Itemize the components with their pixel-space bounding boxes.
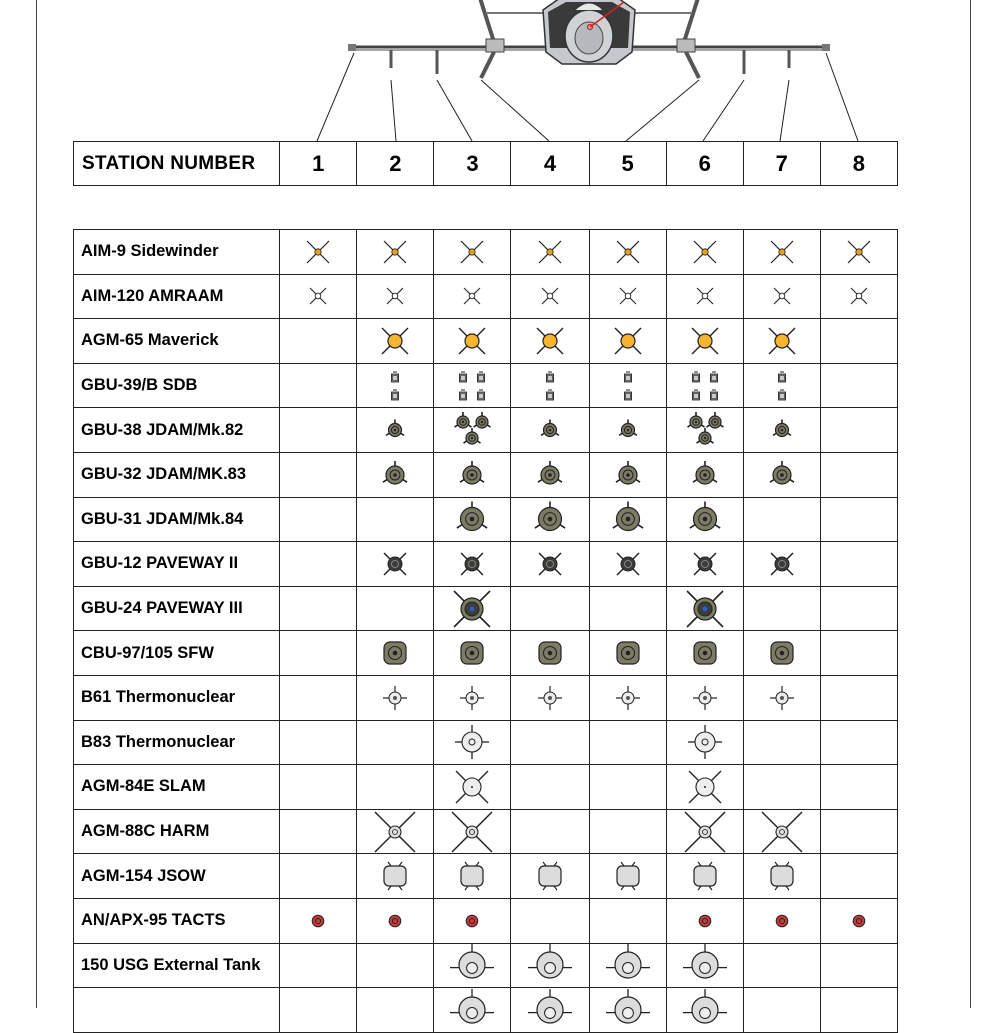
tacts-pod-icon: [357, 900, 433, 942]
fuel-tank-icon: [667, 989, 743, 1031]
gbu31-icon: [434, 498, 510, 540]
station-cell-7: [743, 988, 820, 1033]
station-cell-2: [357, 854, 434, 899]
gbu39-icon: [511, 365, 588, 407]
station-cell-4: [511, 363, 589, 408]
station-cell-2: [357, 988, 434, 1033]
station-cell-4: [511, 943, 589, 988]
weapon-row: [74, 943, 898, 988]
station-cell-3: [434, 854, 511, 899]
cbu97-icon: [511, 632, 588, 674]
agm88-icon: [744, 811, 820, 853]
station-1: 1: [280, 142, 357, 186]
station-cell-3: [434, 363, 511, 408]
cbu97-icon: [434, 632, 510, 674]
station-cell-3: [434, 988, 511, 1033]
station-cell-3: [434, 675, 511, 720]
station-cell-1: [280, 452, 357, 497]
aim120-icon: [280, 275, 356, 317]
station-cell-8: [820, 765, 897, 810]
gbu12-icon: [434, 543, 510, 585]
aim120-icon: [821, 275, 897, 317]
station-cell-6: [666, 720, 743, 765]
b83-icon: [667, 721, 743, 763]
aim9-icon: [511, 231, 588, 273]
station-cell-6: [666, 854, 743, 899]
station-6: 6: [666, 142, 743, 186]
b61-icon: [357, 677, 433, 719]
station-cell-8: [820, 809, 897, 854]
aim9-icon: [434, 231, 510, 273]
station-cell-3: [434, 720, 511, 765]
station-cell-1: [280, 809, 357, 854]
station-cell-4: [511, 675, 589, 720]
station-cell-2: [357, 631, 434, 676]
station-cell-5: [589, 274, 666, 319]
station-cell-6: [666, 943, 743, 988]
gbu12-icon: [511, 543, 588, 585]
station-cell-7: [743, 542, 820, 587]
station-cell-1: [280, 497, 357, 542]
fuel-tank-icon: [511, 944, 588, 986]
agm154-icon: [511, 855, 588, 897]
station-cell-1: [280, 230, 357, 275]
station-cell-5: [589, 809, 666, 854]
station-cell-6: [666, 765, 743, 810]
station-cell-7: [743, 675, 820, 720]
station-cell-2: [357, 542, 434, 587]
station-cell-4: [511, 854, 589, 899]
station-cell-8: [820, 586, 897, 631]
station-cell-5: [589, 943, 666, 988]
station-5: 5: [589, 142, 666, 186]
aim120-icon: [434, 275, 510, 317]
aim9-icon: [280, 231, 356, 273]
gbu31-icon: [590, 498, 666, 540]
station-cell-8: [820, 497, 897, 542]
station-cell-3: [434, 319, 511, 364]
weapon-name: GBU-39/B SDB: [74, 363, 280, 408]
station-cell-8: [820, 631, 897, 676]
station-cell-4: [511, 720, 589, 765]
station-cell-8: [820, 452, 897, 497]
agm84-icon: [667, 766, 743, 808]
station-cell-1: [280, 274, 357, 319]
fuel-tank-icon: [511, 989, 588, 1031]
agm154-icon: [434, 855, 510, 897]
station-2: 2: [357, 142, 434, 186]
station-cell-3: [434, 631, 511, 676]
agm65-icon: [357, 320, 433, 362]
station-cell-2: [357, 319, 434, 364]
aim120-icon: [667, 275, 743, 317]
weapon-name: CBU-97/105 SFW: [74, 631, 280, 676]
gbu24-icon: [434, 588, 510, 630]
station-cell-6: [666, 809, 743, 854]
station-cell-4: [511, 230, 589, 275]
station-cell-2: [357, 363, 434, 408]
agm84-icon: [434, 766, 510, 808]
station-cell-6: [666, 586, 743, 631]
station-cell-5: [589, 497, 666, 542]
b61-icon: [744, 677, 820, 719]
aim9-icon: [590, 231, 666, 273]
gbu32-icon: [511, 454, 588, 496]
gbu38-icon: [511, 409, 588, 451]
station-cell-2: [357, 452, 434, 497]
station-cell-4: [511, 274, 589, 319]
station-cell-5: [589, 854, 666, 899]
station-cell-8: [820, 408, 897, 453]
weapon-name: 150 USG External Tank: [74, 943, 280, 988]
gbu12-icon: [667, 543, 743, 585]
weapon-row: [74, 631, 898, 676]
station-cell-7: [743, 720, 820, 765]
fuel-tank-icon: [590, 944, 666, 986]
station-cell-2: [357, 230, 434, 275]
weapon-row: [74, 675, 898, 720]
fuel-tank-icon: [590, 989, 666, 1031]
station-cell-1: [280, 631, 357, 676]
station-number-table: [73, 141, 898, 186]
agm65-icon: [434, 320, 510, 362]
tacts-pod-icon: [821, 900, 897, 942]
weapon-row: [74, 497, 898, 542]
station-cell-4: [511, 586, 589, 631]
station-cell-1: [280, 542, 357, 587]
station-cell-1: [280, 675, 357, 720]
station-cell-4: [511, 631, 589, 676]
station-cell-7: [743, 319, 820, 364]
cbu97-icon: [590, 632, 666, 674]
weapon-row: [74, 274, 898, 319]
station-cell-4: [511, 898, 589, 943]
station-cell-1: [280, 988, 357, 1033]
station-cell-5: [589, 765, 666, 810]
station-cell-1: [280, 943, 357, 988]
station-cell-7: [743, 809, 820, 854]
station-cell-7: [743, 631, 820, 676]
aim120-icon: [511, 275, 588, 317]
weapon-name: B61 Thermonuclear: [74, 675, 280, 720]
station-cell-3: [434, 497, 511, 542]
station-cell-3: [434, 943, 511, 988]
agm65-icon: [590, 320, 666, 362]
agm88-icon: [667, 811, 743, 853]
station-cell-3: [434, 765, 511, 810]
weapon-row: [74, 988, 898, 1033]
station-cell-5: [589, 542, 666, 587]
station-cell-8: [820, 230, 897, 275]
tacts-pod-icon: [667, 900, 743, 942]
station-cell-1: [280, 720, 357, 765]
weapon-row: [74, 230, 898, 275]
station-cell-4: [511, 319, 589, 364]
gbu32-icon: [667, 454, 743, 496]
tacts-pod-icon: [744, 900, 820, 942]
station-cell-3: [434, 452, 511, 497]
station-cell-3: [434, 408, 511, 453]
weapon-row: [74, 363, 898, 408]
station-cell-5: [589, 720, 666, 765]
station-cell-8: [820, 898, 897, 943]
station-cell-2: [357, 497, 434, 542]
station-cell-6: [666, 542, 743, 587]
gbu12-icon: [590, 543, 666, 585]
station-cell-4: [511, 765, 589, 810]
aim120-icon: [357, 275, 433, 317]
station-3: 3: [434, 142, 511, 186]
agm65-icon: [511, 320, 588, 362]
station-cell-4: [511, 988, 589, 1033]
agm65-icon: [667, 320, 743, 362]
tacts-pod-icon: [280, 900, 356, 942]
gbu39-icon: [434, 365, 510, 407]
station-cell-2: [357, 675, 434, 720]
station-number-label: STATION NUMBER: [74, 142, 280, 186]
station-cell-4: [511, 497, 589, 542]
weapon-name: [74, 988, 280, 1033]
gbu38-icon: [667, 409, 743, 451]
gbu38-icon: [744, 409, 820, 451]
station-cell-7: [743, 274, 820, 319]
station-cell-1: [280, 765, 357, 810]
station-cell-8: [820, 274, 897, 319]
weapons-loadout-table: [73, 229, 898, 1033]
gbu12-icon: [744, 543, 820, 585]
station-cell-2: [357, 720, 434, 765]
weapon-name: GBU-38 JDAM/Mk.82: [74, 408, 280, 453]
weapon-row: [74, 898, 898, 943]
aim9-icon: [357, 231, 433, 273]
fuel-tank-icon: [667, 944, 743, 986]
weapon-row: [74, 765, 898, 810]
agm154-icon: [744, 855, 820, 897]
weapon-name: GBU-12 PAVEWAY II: [74, 542, 280, 587]
station-cell-6: [666, 988, 743, 1033]
station-cell-3: [434, 230, 511, 275]
weapon-row: [74, 586, 898, 631]
station-cell-5: [589, 230, 666, 275]
aim9-icon: [821, 231, 897, 273]
gbu39-icon: [667, 365, 743, 407]
weapon-name: AGM-65 Maverick: [74, 319, 280, 364]
station-cell-8: [820, 319, 897, 364]
station-cell-8: [820, 675, 897, 720]
station-cell-1: [280, 586, 357, 631]
gbu32-icon: [357, 454, 433, 496]
agm154-icon: [590, 855, 666, 897]
station-cell-6: [666, 452, 743, 497]
weapon-row: [74, 720, 898, 765]
weapon-name: GBU-24 PAVEWAY III: [74, 586, 280, 631]
station-7: 7: [743, 142, 820, 186]
station-cell-3: [434, 898, 511, 943]
aim120-icon: [744, 275, 820, 317]
station-cell-8: [820, 988, 897, 1033]
station-cell-7: [743, 586, 820, 631]
station-cell-2: [357, 809, 434, 854]
station-cell-1: [280, 854, 357, 899]
weapon-row: [74, 542, 898, 587]
b61-icon: [590, 677, 666, 719]
station-cell-2: [357, 943, 434, 988]
station-cell-1: [280, 408, 357, 453]
station-cell-7: [743, 943, 820, 988]
station-cell-8: [820, 363, 897, 408]
gbu31-icon: [667, 498, 743, 540]
station-cell-4: [511, 809, 589, 854]
b61-icon: [434, 677, 510, 719]
gbu24-icon: [667, 588, 743, 630]
weapon-name: B83 Thermonuclear: [74, 720, 280, 765]
cbu97-icon: [357, 632, 433, 674]
station-cell-7: [743, 854, 820, 899]
station-cell-6: [666, 631, 743, 676]
station-cell-5: [589, 408, 666, 453]
station-8: 8: [820, 142, 897, 186]
station-cell-8: [820, 943, 897, 988]
station-cell-5: [589, 898, 666, 943]
gbu32-icon: [590, 454, 666, 496]
gbu38-icon: [590, 409, 666, 451]
weapon-row: [74, 319, 898, 364]
weapon-name: AIM-9 Sidewinder: [74, 230, 280, 275]
fuel-tank-icon: [434, 944, 510, 986]
weapon-name: AN/APX-95 TACTS: [74, 898, 280, 943]
station-cell-2: [357, 274, 434, 319]
station-cell-3: [434, 586, 511, 631]
agm88-icon: [434, 811, 510, 853]
station-cell-1: [280, 363, 357, 408]
gbu39-icon: [744, 365, 820, 407]
station-cell-7: [743, 497, 820, 542]
gbu12-icon: [357, 543, 433, 585]
cbu97-icon: [667, 632, 743, 674]
station-cell-7: [743, 230, 820, 275]
agm88-icon: [357, 811, 433, 853]
station-cell-6: [666, 363, 743, 408]
station-cell-5: [589, 631, 666, 676]
agm154-icon: [667, 855, 743, 897]
weapon-name: GBU-32 JDAM/MK.83: [74, 452, 280, 497]
station-cell-2: [357, 408, 434, 453]
weapon-name: AGM-88C HARM: [74, 809, 280, 854]
aim120-icon: [590, 275, 666, 317]
weapon-name: AGM-84E SLAM: [74, 765, 280, 810]
weapon-name: AIM-120 AMRAAM: [74, 274, 280, 319]
station-cell-6: [666, 274, 743, 319]
station-cell-5: [589, 988, 666, 1033]
station-cell-7: [743, 408, 820, 453]
agm154-icon: [357, 855, 433, 897]
station-cell-3: [434, 542, 511, 587]
station-cell-5: [589, 675, 666, 720]
station-cell-5: [589, 452, 666, 497]
weapon-name: AGM-154 JSOW: [74, 854, 280, 899]
station-4: 4: [511, 142, 589, 186]
station-cell-5: [589, 319, 666, 364]
station-cell-1: [280, 319, 357, 364]
station-cell-1: [280, 898, 357, 943]
station-cell-8: [820, 854, 897, 899]
gbu32-icon: [434, 454, 510, 496]
weapon-row: [74, 452, 898, 497]
weapon-row: [74, 408, 898, 453]
gbu39-icon: [357, 365, 433, 407]
gbu39-icon: [590, 365, 666, 407]
station-cell-6: [666, 408, 743, 453]
fuel-tank-icon: [434, 989, 510, 1031]
weapon-name: GBU-31 JDAM/Mk.84: [74, 497, 280, 542]
station-cell-6: [666, 898, 743, 943]
station-cell-5: [589, 586, 666, 631]
gbu38-icon: [434, 409, 510, 451]
station-cell-7: [743, 363, 820, 408]
gbu31-icon: [511, 498, 588, 540]
station-cell-6: [666, 497, 743, 542]
station-cell-8: [820, 720, 897, 765]
station-cell-6: [666, 230, 743, 275]
b61-icon: [511, 677, 588, 719]
agm65-icon: [744, 320, 820, 362]
station-cell-7: [743, 452, 820, 497]
station-cell-5: [589, 363, 666, 408]
station-cell-2: [357, 586, 434, 631]
b61-icon: [667, 677, 743, 719]
gbu38-icon: [357, 409, 433, 451]
weapon-row: [74, 809, 898, 854]
cbu97-icon: [744, 632, 820, 674]
station-cell-2: [357, 898, 434, 943]
station-cell-3: [434, 809, 511, 854]
tacts-pod-icon: [434, 900, 510, 942]
weapon-row: [74, 854, 898, 899]
station-cell-4: [511, 452, 589, 497]
station-cell-4: [511, 408, 589, 453]
aim9-icon: [667, 231, 743, 273]
station-cell-7: [743, 765, 820, 810]
station-cell-8: [820, 542, 897, 587]
b83-icon: [434, 721, 510, 763]
aim9-icon: [744, 231, 820, 273]
station-cell-2: [357, 765, 434, 810]
station-cell-3: [434, 274, 511, 319]
station-cell-6: [666, 319, 743, 364]
station-cell-7: [743, 898, 820, 943]
station-cell-4: [511, 542, 589, 587]
gbu32-icon: [744, 454, 820, 496]
station-cell-6: [666, 675, 743, 720]
aircraft-front-view: [0, 0, 1008, 145]
